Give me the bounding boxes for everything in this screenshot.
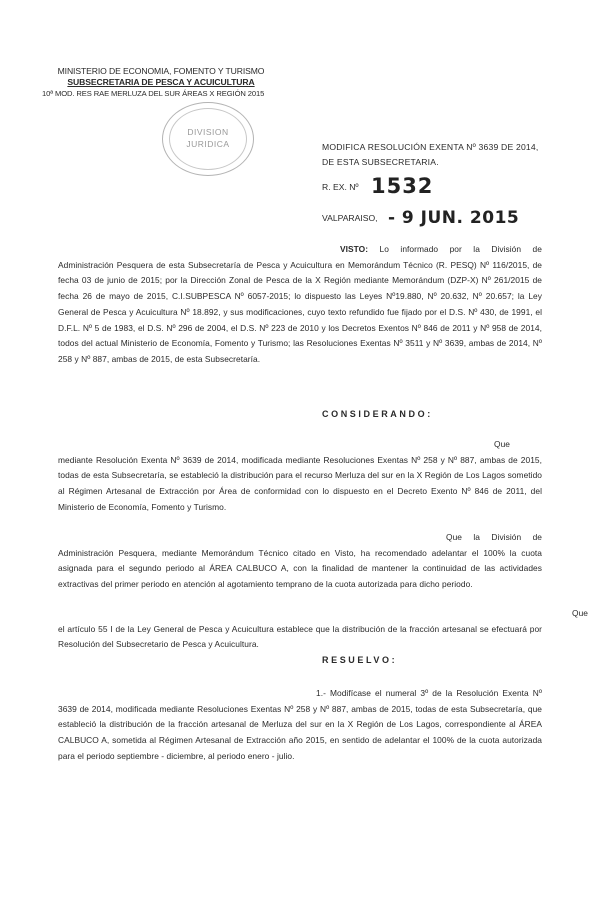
resolution-number-line [322,174,433,198]
considerando-item-1: Que mediante Resolución Exenta Nº 3639 de 2014, modificada mediante Resoluciones Exentas Nº 258 y Nº 887, ambas de 2015, todas de esta Subsecretaría, se estableció la distribución para el recurso Merluza del sur en la X Región de Los Lagos sometido al Régimen Artesanal de Extracción por Área de conformidad con lo dispuesto en el Decreto Exento Nº 846 de 2011, del Ministerio de Economía, Fomento y Turismo. [58,439,542,512]
letterhead [42,66,276,99]
date-line [322,208,519,228]
document-subject: MODIFICA RESOLUCIÓN EXENTA Nº 3639 DE 2014, DE ESTA SUBSECRETARIA. [322,142,539,167]
document-reference: 10ª MOD. RES RAE MERLUZA DEL SUR ÁREAS X REGIÓN 2015 [42,89,265,98]
resolution-label: R. EX. Nº [322,182,359,192]
considerando-item-2: Que la División de Administración Pesquera, mediante Memorándum Técnico citado en Visto, ha recomendado adelantar el 100% la cuota asignada para el segundo periodo al ÁREA CALBUCO A, con la finalidad de mantener la continuidad de las actividades extractivas del primer periodo en atención al agotamiento temprano de la cuota autorizada para dicho periodo. [58,532,542,590]
considerando-heading: CONSIDERANDO: [322,409,433,419]
visto-text: Lo informado por la División de Administración Pesquera de esta Subsecretaría de Pesca y Acuicultura en Memorándum Técnico (R. PESQ) Nº 116/2015, de fecha 03 de junio de 2015; por la Dirección Zonal de Pesca de la X Región mediante Memorándum (DZP-X) Nº 261/2015 de fecha 26 de mayo de 2015, C.I.SUBPESCA Nº 6057-2015; lo dispuesto las Leyes Nº19.880, Nº 20.632, Nº 20.657; la Ley General de Pesca y Acuicultura Nº 18.892, y sus modificaciones, cuyo texto refundido fue fijado por el D.S. Nº 430, de 1991, el D.F.L. Nº 5 de 1983, el D.S. Nº 296 de 2004, el D.S. Nº 223 de 2010 y los Decretos Exentos Nº 846 de 2011 y Nº 958 de 2014, todos del actual Ministerio de Economía, Fomento y Turismo; las Resoluciones Exentas Nº 3511 y Nº 3639, ambas de 2014, Nº 258 y Nº 887, ambas de 2015, de esta Subsecretaría. [58,244,542,364]
resuelvo-item-1: 1.- Modifícase el numeral 3º de la Resolución Exenta Nº 3639 de 2014, modificada mediante Resoluciones Exentas Nº 258 y Nº 887, ambas de 2015, todas de esta Subsecretaría, que estableció la distribución de la fracción artesanal de Merluza del sur en la X Región de Los Lagos, correspondiente al ÁREA CALBUCO A, sometida al Régimen Artesanal de Extracción año 2015, en sentido de adelantar el 100% de la cuota autorizada para el periodo septiembre - diciembre, al periodo enero - julio. [58,688,542,761]
date-stamp: - 9 JUN. 2015 [387,208,520,228]
resuelvo-heading: RESUELVO: [322,655,398,665]
visto-label: VISTO: [340,244,369,254]
considerando-item-3: Que el artículo 55 I de la Ley General de Pesca y Acuicultura establece que la distribución de la fracción artesanal se efectuará por Resolución del Subsecretario de Pesca y Acuicultura. [58,608,588,650]
resolution-number: 1532 [370,174,434,198]
stamp-line-1: DIVISION [187,127,229,137]
stamp-line-2: JURIDICA [186,139,230,149]
subsecretaria-name: SUBSECRETARIA DE PESCA Y ACUICULTURA [67,77,255,87]
city: VALPARAISO, [322,213,378,223]
division-juridica-stamp [162,102,254,176]
ministry-name: MINISTERIO DE ECONOMIA, FOMENTO Y TURISMO [57,66,265,76]
visto-paragraph [58,242,542,368]
